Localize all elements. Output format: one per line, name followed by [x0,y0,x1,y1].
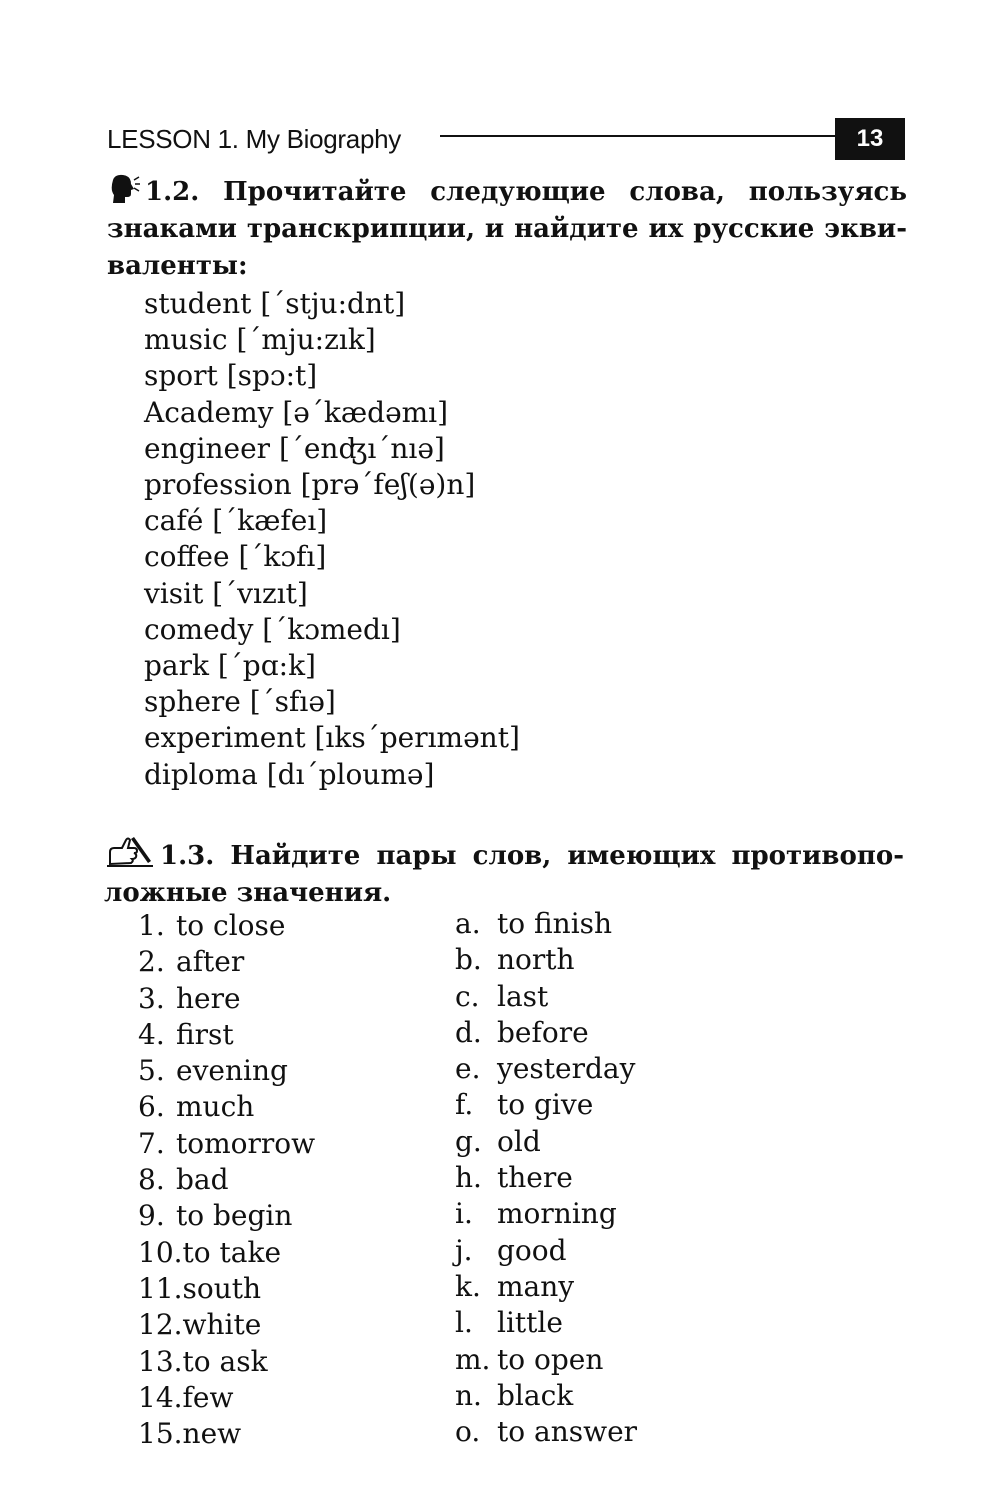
item-text: there [497,1161,573,1195]
task-1-2-line-2: знаками транскрипции, и найдите их русские экви- [107,214,907,244]
item-number: 14. [138,1380,183,1414]
page-number: 13 [835,118,905,160]
item-text: after [176,945,245,979]
item-text: yesterday [497,1052,636,1086]
item-text: to finish [497,907,613,940]
item-letter: g. [455,1124,482,1158]
item-text: before [497,1015,589,1049]
item-text: to give [497,1088,594,1122]
item-text: first [176,1017,234,1051]
item-letter: a. [455,907,481,940]
list-item [138,1126,315,1162]
item-text: to ask [182,1344,268,1378]
item-text: morning [497,1197,617,1231]
item-number: 8. [138,1163,165,1197]
task-1-3 [104,834,904,912]
task-1-2 [107,174,907,285]
list-item: park [΄pɑ:k] [144,649,316,683]
list-item [138,981,315,1017]
item-number: 11. [138,1271,183,1305]
item-text: to take [182,1235,282,1269]
list-item [455,979,637,1015]
list-item [455,1196,637,1232]
item-letter: n. [455,1378,482,1412]
running-header [107,118,905,160]
speaking-head-icon [107,174,141,204]
item-text: tomorrow [176,1126,316,1160]
list-item [455,1087,637,1123]
task-1-2-line-1 [107,174,907,211]
item-number: 2. [138,945,165,979]
item-number: 12. [138,1308,183,1342]
task-1-3-line-2: ложные значения. [104,878,392,908]
item-letter: m. [455,1342,491,1376]
list-item [138,908,315,944]
item-number: 13. [138,1344,183,1378]
list-item: student [΄stju:dnt] [144,287,406,320]
item-number: 3. [138,981,165,1015]
list-item: engineer [΄enʤı΄nıə] [144,431,445,465]
list-item [455,1269,637,1305]
list-item [138,1053,315,1089]
item-number: 9. [138,1199,165,1233]
list-item [138,1089,315,1125]
lesson-title: LESSON 1. My Biography [107,124,401,154]
list-item [455,1414,637,1450]
list-item: comedy [΄kɔmedı] [144,612,401,646]
item-number: 4. [138,1017,165,1051]
writing-hand-icon [104,834,156,868]
item-letter: i. [455,1197,473,1231]
list-item: visit [΄vızıt] [144,576,308,610]
list-item [455,1124,637,1160]
item-number: 10. [138,1235,183,1269]
list-item: sphere [΄sfıə] [144,685,336,719]
list-item [455,906,637,942]
item-text: to begin [176,1199,293,1233]
item-text: to close [176,909,286,942]
item-letter: h. [455,1161,482,1195]
list-item [138,1344,315,1380]
left-column [138,908,315,1452]
item-number: 7. [138,1126,165,1160]
item-text: good [497,1233,567,1267]
list-item [138,1162,315,1198]
item-letter: e. [455,1052,481,1086]
list-item [455,942,637,978]
list-item [455,1233,637,1269]
item-text: to open [497,1342,604,1376]
list-item [455,1342,637,1378]
list-item [138,1307,315,1343]
item-number: 5. [138,1054,165,1088]
list-item [455,1378,637,1414]
list-item: sport [spɔ:t] [144,359,318,393]
item-letter: k. [455,1269,481,1303]
list-item [455,1305,637,1341]
item-text: many [497,1269,575,1303]
item-text: much [176,1090,255,1124]
list-item [138,1235,315,1271]
list-item [138,1271,315,1307]
list-item [138,1380,315,1416]
list-item [455,1160,637,1196]
item-text: few [182,1380,234,1414]
list-item: Academy [ə΄kædəmı] [144,395,449,429]
item-number: 15. [138,1417,183,1451]
item-number: 1. [138,909,165,942]
item-letter: j. [455,1233,473,1267]
task-1-3-line-1 [104,834,904,875]
item-text: north [497,943,575,977]
list-item [455,1051,637,1087]
item-text: bad [176,1163,229,1197]
list-item: café [΄kæfeı] [144,504,328,538]
item-text: old [497,1124,541,1158]
list-item [138,944,315,980]
item-text: new [182,1417,242,1451]
item-letter: o. [455,1415,481,1449]
item-text: here [176,981,241,1015]
list-item: diploma [dı΄ploumə] [144,757,435,791]
list-item [138,1198,315,1234]
transcription-word-list [144,286,520,793]
item-text: last [497,979,549,1013]
item-letter: d. [455,1015,482,1049]
list-item [138,1017,315,1053]
item-letter: f. [455,1088,474,1122]
task-1-3-text-1: 1.3. Найдите пары слов, имеющих противопо- [160,841,904,871]
list-item: music [΄mju:zık] [144,323,376,357]
item-number: 6. [138,1090,165,1124]
header-rule [440,135,835,137]
item-letter: c. [455,979,480,1013]
item-text: to answer [497,1415,638,1449]
task-1-2-line-3: валенты: [107,251,248,281]
item-text: little [497,1306,563,1340]
item-letter: l. [455,1306,473,1340]
item-text: white [182,1308,262,1342]
item-text: south [182,1271,262,1305]
task-1-2-text-1: 1.2. Прочитайте следующие слова, пользуясь [145,177,907,207]
item-letter: b. [455,943,482,977]
list-item [455,1015,637,1051]
list-item [138,1416,315,1452]
item-text: black [497,1378,574,1412]
list-item: profession [prə΄feʃ(ə)n] [144,468,476,502]
item-text: evening [176,1054,288,1088]
list-item: experiment [ıks΄perımənt] [144,721,520,755]
right-column [455,906,637,1450]
list-item: coffee [΄kɔfı] [144,540,327,574]
